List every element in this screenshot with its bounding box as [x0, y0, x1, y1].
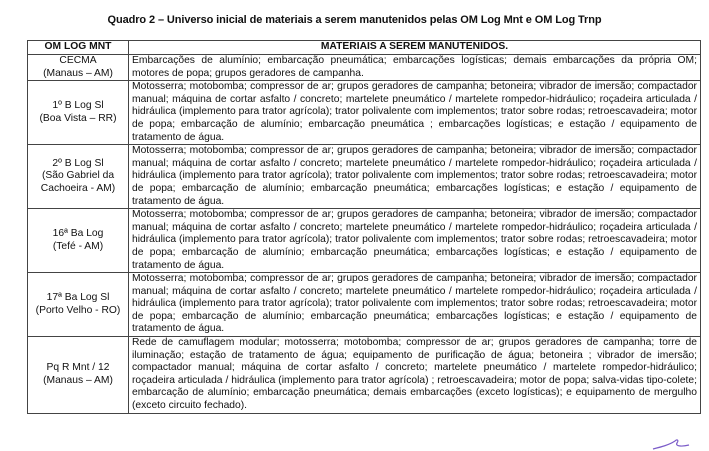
om-name: CECMA: [59, 55, 97, 66]
om-location: (Manaus – AM): [43, 374, 113, 386]
om-location: (São Gabriel da: [41, 170, 115, 182]
om-location-cont: Cachoeira - AM): [40, 182, 116, 194]
materials-cell: Motosserra; motobomba; compressor de ar; grupos geradores de campanha; betoneira; vibrador de imersão; compactador manual; máquina de cortar asfalto / concreto; martelete pneumático / martelete rompedor-hidráulico; roçadeira articulada / hidráulica (implemento para trator agrícola); trator polivalente com implementos; trator sobre rodas; retroescavadeira; motor de popa; embarcação de alumínio; embarcação pneumática ; embarcações logísticas; e estação / equipamento de tratamento de água.: [129, 81, 701, 145]
materials-cell: Embarcações de alumínio; embarcação pneumática; embarcações logísticas; demais embarcações da própria OM; motores de popa; grupos geradores de campanha.: [129, 55, 701, 81]
header-materials: MATERIAIS A SEREM MANUTENIDOS.: [129, 41, 701, 55]
om-location: (Boa Vista – RR): [39, 112, 117, 124]
om-name: 17ª Ba Log Sl: [46, 291, 110, 303]
om-cell: [28, 209, 129, 273]
om-name: Pq R Mnt / 12: [46, 362, 110, 374]
om-cell: [28, 55, 129, 81]
materials-cell: Motosserra; motobomba; compressor de ar; grupos geradores de campanha; betoneira; vibrador de imersão; compactador manual; máquina de cortar asfalto / concreto; martelete pneumático / martelete rompedor-hidráulico; roçadeira articulada / hidráulica (implemento para trator agrícola); trator polivalente com implementos; trator sobre rodas; retroescavadeira; motor de popa; embarcação de alumínio; embarcação pneumática; embarcações logísticas; e estação / equipamento de tratamento de água.: [129, 145, 701, 209]
table-row: [28, 55, 701, 81]
signature-mark: [651, 437, 691, 451]
om-cell: [28, 337, 129, 414]
materials-cell: Motosserra; motobomba; compressor de ar; grupos geradores de campanha; betoneira; vibrador de imersão; compactador manual; máquina de cortar asfalto / concreto; martelete pneumático / martelete rompedor-hidráulico; roçadeira articulada / hidráulica (implemento para trator agrícola); trator polivalente com implementos; trator sobre rodas; retroescavadeira; motor de popa; embarcação de alumínio; embarcação pneumática; embarcações logísticas; e estação / equipamento de tratamento de água.: [129, 209, 701, 273]
om-cell: [28, 273, 129, 337]
om-name: 2º B Log Sl: [52, 157, 104, 169]
om-location: (Manaus – AM): [43, 67, 113, 79]
table-row: [28, 145, 701, 209]
table-header-row: [28, 41, 701, 55]
materials-cell: Rede de camuflagem modular; motosserra; motobomba; compressor de ar; grupos geradores de campanha; torre de iluminação; estação de tratamento de água; equipamento de purificação de água; betoneira ; vibrador de imersão; compactador manual; máquina de cortar asfalto / concreto; martelete pneumático / martelete rompedor-hidráulico; roçadeira articulada / hidráulica (implemento para trator agrícola) ; retroescavadeira; motor de popa; salva-vidas tipo-colete; embarcação de alumínio; embarcação pneumática; demais embarcações (exceto logísticas); e equipamento de mergulho (exceto circuito fechado).: [129, 337, 701, 414]
document-title: Quadro 2 – Universo inicial de materiais a serem manutenidos pelas OM Log Mnt e OM Log Trnp: [107, 14, 602, 26]
om-cell: [28, 81, 129, 145]
om-location: (Tefé - AM): [52, 240, 104, 252]
table-row: [28, 81, 701, 145]
materials-cell: Motosserra; motobomba; compressor de ar; grupos geradores de campanha; betoneira; vibrador de imersão; compactador manual; máquina de cortar asfalto / concreto; martelete pneumático / martelete rompedor-hidráulico; roçadeira articulada / hidráulica (implemento para trator agrícola); trator polivalente com implementos; trator sobre rodas; retroescavadeira; motor de popa; embarcação de alumínio; embarcação pneumática; embarcações logísticas; e estação / equipamento de tratamento de água.: [129, 273, 701, 337]
table-row: [28, 337, 701, 414]
om-name: 16ª Ba Log: [52, 228, 104, 240]
materials-table: [27, 40, 701, 414]
om-name: 1º B Log Sl: [52, 100, 104, 112]
table-row: [28, 273, 701, 337]
om-cell: [28, 145, 129, 209]
table-row: [28, 209, 701, 273]
header-om: OM LOG MNT: [28, 41, 129, 55]
om-location: (Porto Velho - RO): [35, 304, 121, 316]
